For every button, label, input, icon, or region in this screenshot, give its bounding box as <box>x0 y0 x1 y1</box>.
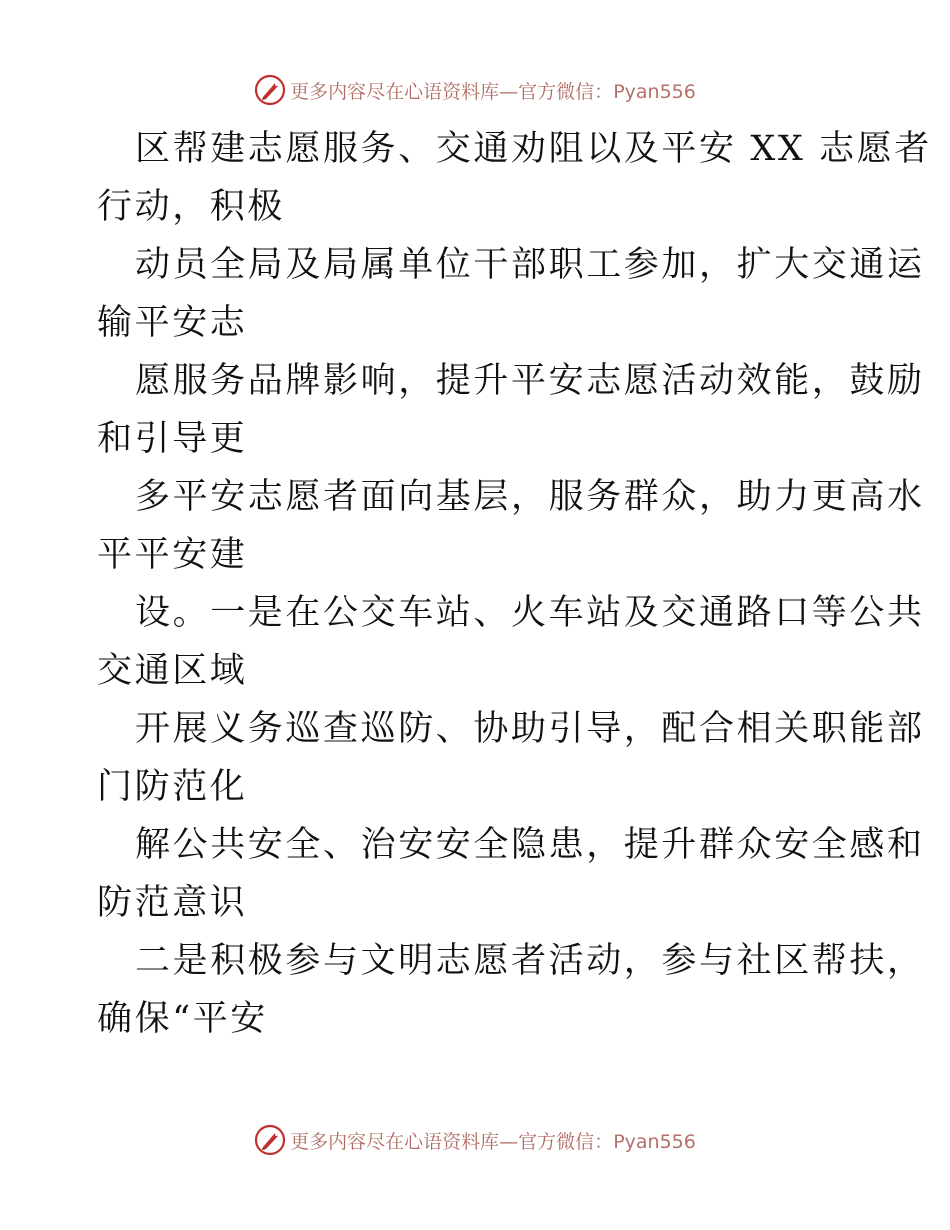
paragraph-line: 开展义务巡查巡防、协助引导，配合相关职能部 <box>135 709 925 749</box>
paragraph-line: 愿服务品牌影响，提升平安志愿活动效能，鼓励 <box>135 361 925 401</box>
paragraph-line: 行动，积极 <box>97 187 286 227</box>
paragraph-line: 门防范化 <box>97 767 248 807</box>
paragraph-line: 平平安建 <box>97 535 248 575</box>
paragraph-line: 设。一是在公交车站、火车站及交通路口等公共 <box>135 593 925 633</box>
paragraph <box>97 700 925 816</box>
watermark-site: 更多内容尽在心语资料库 <box>290 80 500 103</box>
paragraph-line: 解公共安全、治安安全隐患，提升群众安全感和 <box>135 825 925 865</box>
paragraph <box>97 120 932 236</box>
paragraph-line: 和引导更 <box>97 419 248 459</box>
paragraph <box>97 236 925 352</box>
paragraph-line: 二是积极参与文明志愿者活动，参与社区帮扶， <box>135 941 925 981</box>
watermark-wechat-id: Pyan556 <box>613 80 696 103</box>
paragraph-line: 区帮建志愿服务、交通劝阻以及平安 XX 志愿者 <box>135 129 932 169</box>
watermark-separator: — <box>499 1130 519 1153</box>
pen-logo-icon <box>254 1124 286 1156</box>
header-watermark <box>0 70 950 110</box>
paragraph-line: 输平安志 <box>97 303 248 343</box>
paragraph-line: 动员全局及局属单位干部职工参加，扩大交通运 <box>135 245 925 285</box>
paragraph <box>97 816 925 932</box>
watermark-wechat-label: 官方微信： <box>518 80 614 103</box>
footer-watermark <box>0 1120 950 1160</box>
watermark-text <box>290 77 696 104</box>
paragraph-line: 多平安志愿者面向基层，服务群众，助力更高水 <box>135 477 925 517</box>
paragraph <box>97 468 925 584</box>
watermark-text <box>290 1127 696 1154</box>
watermark-site: 更多内容尽在心语资料库 <box>290 1130 500 1153</box>
pen-logo-icon <box>254 74 286 106</box>
paragraph <box>97 352 925 468</box>
paragraph-line: 确保“平安 <box>97 999 268 1039</box>
paragraph-line: 交通区域 <box>97 651 248 691</box>
watermark-wechat-id: Pyan556 <box>613 1130 696 1153</box>
paragraph-line: 防范意识 <box>97 883 248 923</box>
watermark-separator: — <box>499 80 519 103</box>
document-body <box>97 120 932 1048</box>
paragraph <box>97 932 925 1048</box>
paragraph <box>97 584 925 700</box>
watermark-wechat-label: 官方微信： <box>518 1130 614 1153</box>
